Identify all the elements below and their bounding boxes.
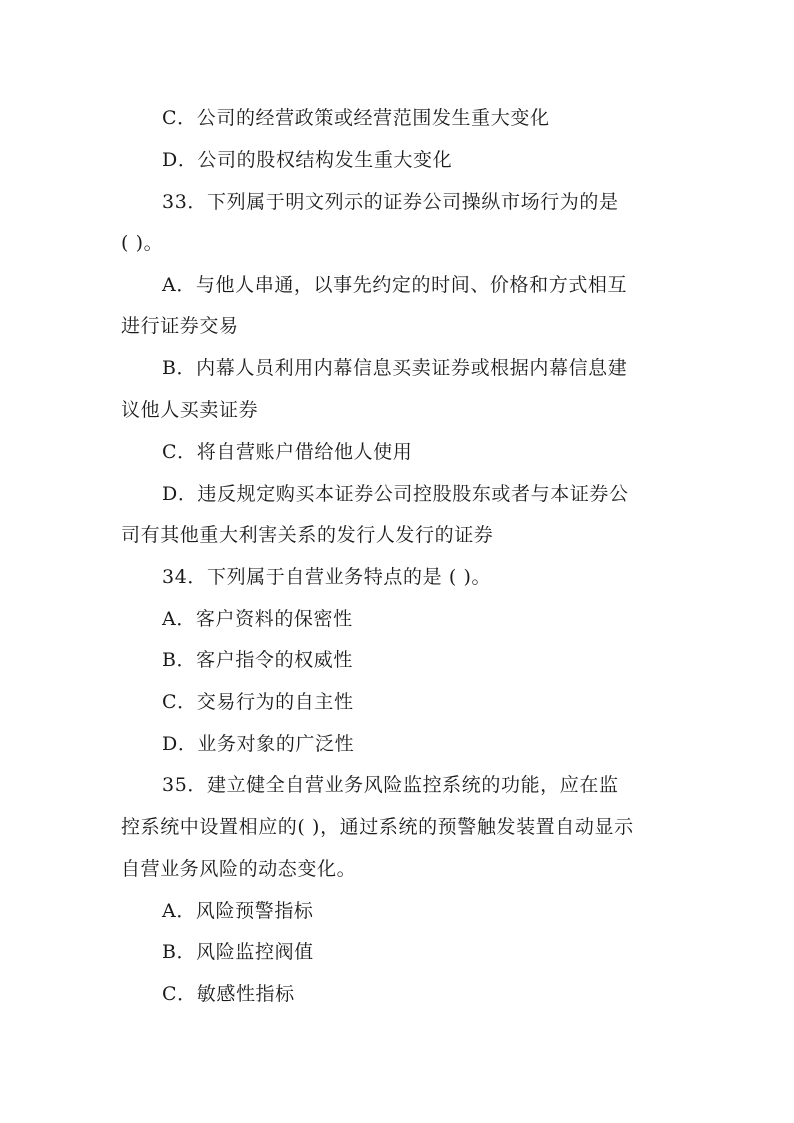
option-c-q34: C．交易行为的自主性: [162, 691, 354, 713]
option-a-q35: A．风险预警指标: [162, 900, 314, 922]
option-b-q34: B．客户指令的权威性: [162, 649, 353, 671]
option-b-q35: B．风险监控阀值: [162, 941, 314, 963]
option-b-q33-line-1: B．内幕人员利用内幕信息买卖证券或根据内幕信息建: [162, 357, 628, 379]
question-35-line-3: 自营业务风险的动态变化。: [121, 858, 357, 880]
question-34: 34．下列属于自营业务特点的是 ( )。: [162, 566, 492, 588]
option-d-q32: D．公司的股权结构发生重大变化: [162, 149, 453, 171]
question-35-line-2: 控系统中设置相应的( )，通过系统的预警触发装置自动显示: [121, 816, 634, 838]
option-d-q34: D．业务对象的广泛性: [162, 733, 355, 755]
option-a-q34: A．客户资料的保密性: [162, 608, 353, 630]
option-a-q33-line-2: 进行证券交易: [121, 315, 239, 337]
option-b-q33-line-2: 议他人买卖证券: [121, 399, 259, 421]
option-c-q33: C．将自营账户借给他人使用: [162, 441, 413, 463]
option-d-q33-line-1: D．违反规定购买本证券公司控股股东或者与本证券公: [162, 483, 629, 505]
question-33-line-2: ( )。: [121, 232, 164, 254]
question-33-line-1: 33．下列属于明文列示的证券公司操纵市场行为的是: [162, 191, 619, 213]
option-c-q35: C．敏感性指标: [162, 983, 295, 1005]
option-c-q32: C．公司的经营政策或经营范围发生重大变化: [162, 107, 550, 129]
option-a-q33-line-1: A．与他人串通，以事先约定的时间、价格和方式相互: [162, 274, 628, 296]
question-35-line-1: 35．建立健全自营业务风险监控系统的功能，应在监: [162, 774, 619, 796]
option-d-q33-line-2: 司有其他重大利害关系的发行人发行的证券: [121, 524, 494, 546]
